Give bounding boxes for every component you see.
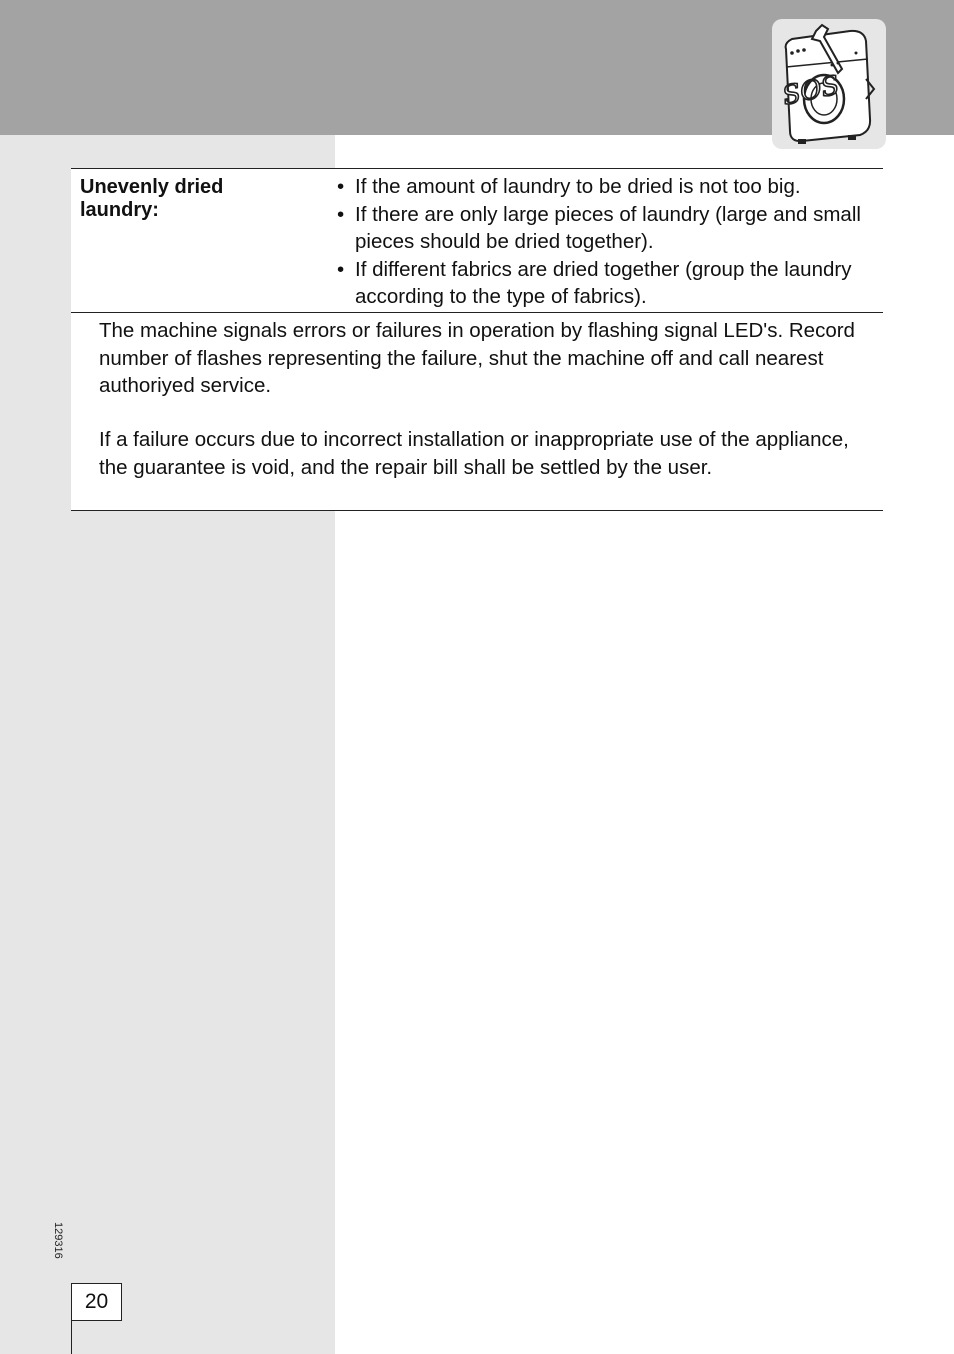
note-paragraph-signals: The machine signals errors or failures in operation by flashing signal LED's. Record number of flashes representing the failure, shut the machine off and call nearest authoriyed service.	[99, 319, 855, 397]
table-row	[71, 169, 883, 313]
washing-machine-sos-icon	[772, 19, 886, 149]
sos-lettering: SOS	[780, 70, 842, 112]
table-row	[71, 313, 883, 511]
note-paragraph-guarantee: If a failure occurs due to incorrect installation or inappropriate use of the appliance, the guarantee is void, and the repair bill shall be settled by the user.	[99, 428, 849, 479]
cause-text: If the amount of laundry to be dried is not too big.	[355, 175, 801, 198]
page-rule	[71, 1320, 72, 1354]
list-item	[333, 201, 878, 255]
list-item	[333, 173, 878, 200]
bullet: •	[337, 203, 345, 226]
bullet: •	[337, 175, 345, 198]
page-number: 20	[71, 1283, 122, 1321]
troubleshooting-table	[71, 168, 883, 511]
cause-list	[333, 173, 878, 311]
cause-text: If different fabrics are dried together (group the laundry according to the type of fabrics).	[355, 258, 852, 308]
document-code: 129316	[52, 1222, 64, 1259]
list-item	[333, 256, 878, 310]
cause-text: If there are only large pieces of laundry (large and small pieces should be dried together).	[355, 203, 861, 253]
issue-label: Unevenly dried laundry:	[80, 176, 224, 221]
bullet: •	[337, 258, 345, 281]
